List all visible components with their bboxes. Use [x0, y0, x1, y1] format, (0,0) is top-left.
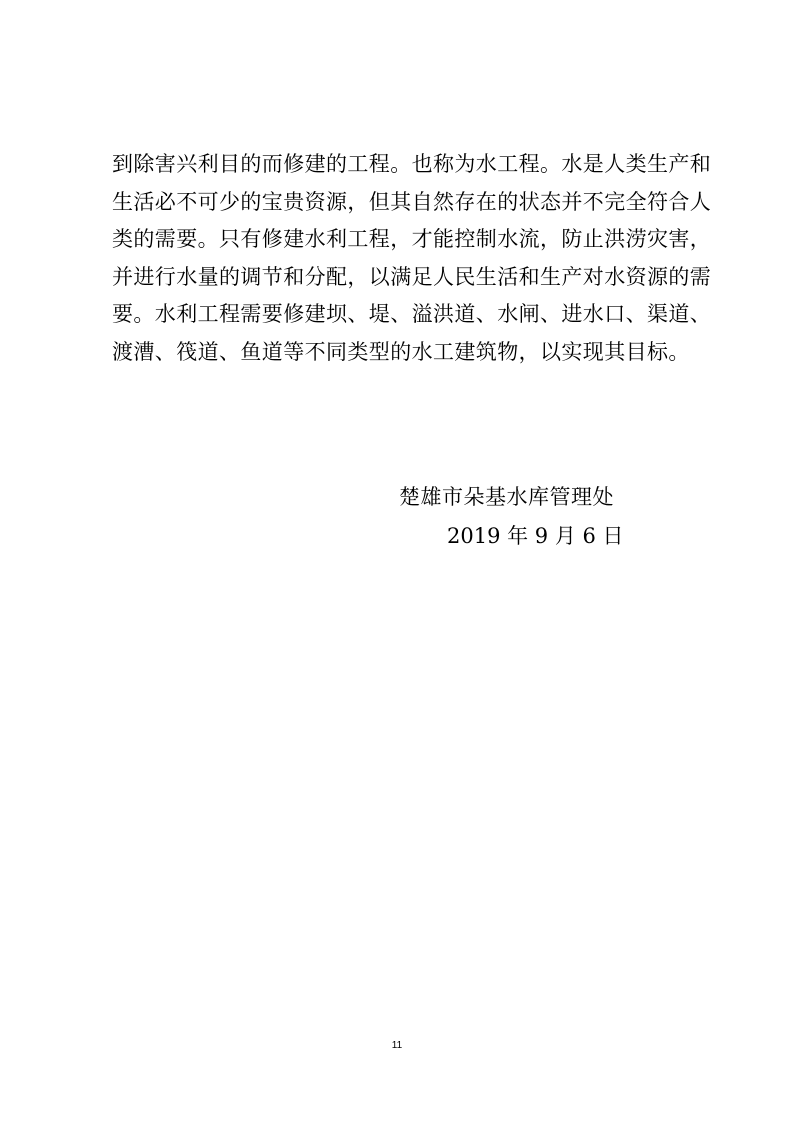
body-paragraph — [112, 146, 712, 371]
paragraph-line: 渡漕、筏道、鱼道等不同类型的水工建筑物，以实现其目标。 — [112, 339, 690, 364]
paragraph-line: 到除害兴利目的而修建的工程。也称为水工程。水是人类生产和 — [112, 152, 712, 176]
paragraph-line: 要。水利工程需要修建坝、堤、溢洪道、水闸、进水口、渠道、 — [112, 302, 712, 326]
paragraph-line: 类的需要。只有修建水利工程，才能控制水流，防止洪涝灾害， — [112, 227, 712, 251]
paragraph-line: 生活必不可少的宝贵资源，但其自然存在的状态并不完全符合人 — [112, 189, 712, 214]
signature-organization: 楚雄市朵基水库管理处 — [399, 485, 614, 509]
page-number: 11 — [391, 1040, 403, 1051]
paragraph-line: 并进行水量的调节和分配，以满足人民生活和生产对水资源的需 — [112, 264, 712, 289]
signature-date: 2019 年 9 月 6 日 — [447, 524, 624, 548]
